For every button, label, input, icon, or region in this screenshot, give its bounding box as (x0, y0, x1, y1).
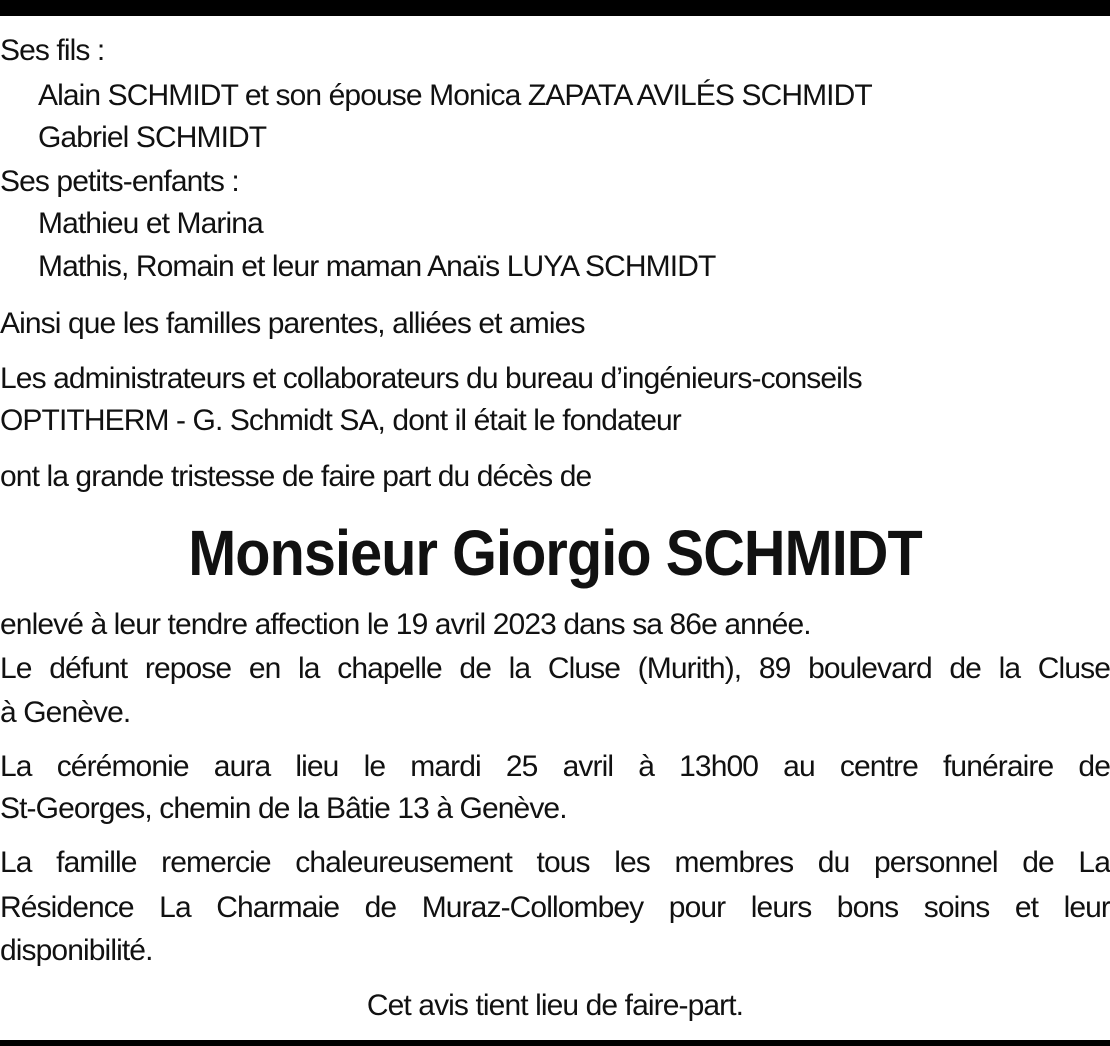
rest-line: à Genève. (0, 696, 131, 729)
grandchildren-heading: Ses petits-enfants : (0, 165, 239, 198)
company-line: OPTITHERM - G. Schmidt SA, dont il était le fondateur (0, 404, 681, 437)
ceremony-line: St-Georges, chemin de la Bâtie 13 à Genève. (0, 792, 567, 825)
deceased-name: Monsieur Giorgio SCHMIDT (188, 517, 922, 589)
ceremony-line: La cérémonie aura lieu le mardi 25 avril à 13h00 au centre funéraire de (0, 750, 1110, 783)
thanks-line: Résidence La Charmaie de Muraz-Collombey pour leurs bons soins et leur (0, 891, 1110, 924)
thanks-line: disponibilité. (0, 934, 153, 967)
grandchild-line: Mathis, Romain et leur maman Anaïs LUYA SCHMIDT (38, 250, 716, 283)
death-line: enlevé à leur tendre affection le 19 avril 2023 dans sa 86e année. (0, 608, 811, 641)
sons-heading: Ses fils : (0, 34, 105, 67)
relatives-line: Ainsi que les familles parentes, alliées et amies (0, 307, 585, 340)
thanks-line: La famille remercie chaleureusement tous les membres du personnel de La (0, 846, 1110, 879)
grandchild-line: Mathieu et Marina (38, 207, 263, 240)
company-line: Les administrateurs et collaborateurs du bureau d’ingénieurs-conseils (0, 362, 862, 395)
bottom-border (0, 1040, 1110, 1046)
rest-line: Le défunt repose en la chapelle de la Cluse (Murith), 89 boulevard de la Cluse (0, 652, 1110, 685)
son-line: Gabriel SCHMIDT (38, 121, 267, 154)
son-line: Alain SCHMIDT et son épouse Monica ZAPATA AVILÉS SCHMIDT (38, 79, 872, 112)
closing-line: Cet avis tient lieu de faire-part. (366, 989, 744, 1022)
top-border (0, 0, 1110, 16)
announcement-line: ont la grande tristesse de faire part du décès de (0, 460, 592, 493)
